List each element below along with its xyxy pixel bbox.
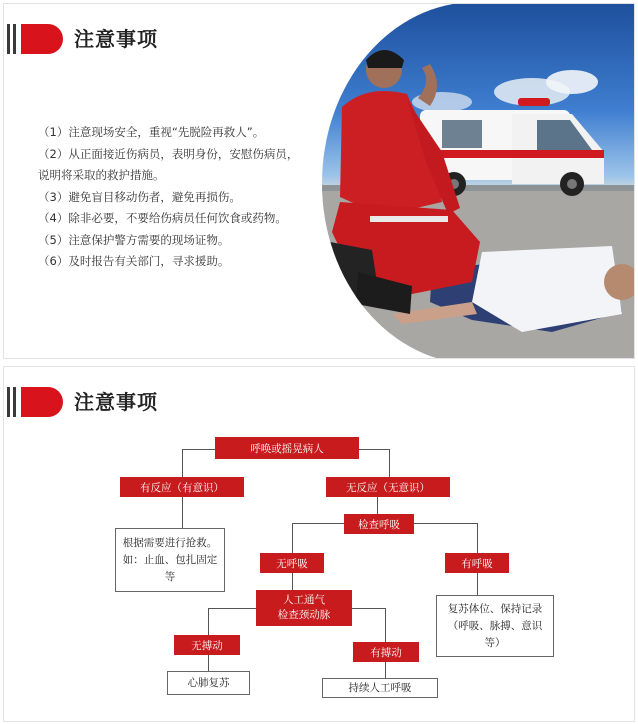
flow-step-responsive: 有反应（有意识）: [120, 477, 244, 497]
pulse-check-label: 检查颈动脉: [277, 609, 331, 621]
list-item: （4）除非必要，不要给伤病员任何饮食或药物。: [38, 211, 287, 225]
flow-connector: [377, 497, 378, 514]
list-item: （3）避免盲目移动伤者，避免再损伤。: [38, 189, 241, 204]
section-title: 注意事项: [74, 390, 158, 414]
flow-connector: [385, 608, 386, 642]
flow-connector: [389, 449, 390, 477]
flow-connector: [182, 449, 183, 477]
flow-connector: [292, 523, 293, 553]
flow-connector: [208, 608, 209, 635]
precautions-list: [38, 122, 306, 273]
header-bar: [13, 387, 16, 417]
flow-step-unresponsive: 无反应（无意识）: [326, 477, 450, 497]
flow-connector: [385, 662, 386, 678]
section-header-mark: [7, 387, 63, 417]
list-item: （5）注意保护警方需要的现场证物。: [38, 232, 230, 247]
header-bar: [7, 24, 10, 54]
list-item: （2）从正面接近伤病员，表明身份，安慰伤病员，说明将采取的救护措施。: [38, 146, 299, 182]
ventilation-label: 人工通气: [283, 594, 325, 606]
header-bar: [13, 24, 16, 54]
section-title: 注意事项: [74, 27, 158, 51]
flow-connector: [477, 523, 478, 553]
rescue-scene-illustration: [322, 3, 635, 359]
flow-step-has-breathing: 有呼吸: [445, 553, 509, 573]
flow-connector: [477, 573, 478, 595]
header-bar: [7, 387, 10, 417]
rescue-photo: [322, 3, 635, 359]
flow-step-no-breathing: 无呼吸: [260, 553, 324, 573]
flow-step-no-pulse: 无搏动: [174, 635, 240, 655]
list-item: （1）注意现场安全，重视“先脱险再救人”。: [38, 125, 265, 139]
flow-connector: [208, 655, 209, 671]
flow-action-recovery-position: 复苏体位、保持记录（呼吸、脉搏、意识等）: [436, 595, 554, 657]
photo-background: [322, 3, 635, 359]
flow-action-continue-ventilation: 持续人工呼吸: [322, 678, 438, 698]
flow-connector: [182, 497, 183, 528]
header-red-tab: [21, 387, 63, 417]
flow-step-call-patient: 呼唤或摇晃病人: [215, 437, 359, 459]
flow-connector: [292, 573, 293, 590]
precautions-panel-top: [3, 3, 635, 359]
list-item: （6）及时报告有关部门，寻求援助。: [38, 254, 230, 268]
flow-action-first-aid: 根据需要进行抢救。如：止血、包扎固定等: [115, 528, 225, 592]
header-red-tab: [21, 24, 63, 54]
flow-step-check-breathing: 检查呼吸: [344, 514, 414, 534]
flow-step-has-pulse: 有搏动: [353, 642, 419, 662]
flow-step-ventilation: [256, 590, 352, 626]
precautions-panel-bottom: [3, 366, 635, 722]
flow-action-cpr: 心肺复苏: [167, 671, 250, 695]
section-header-mark: [7, 24, 63, 54]
